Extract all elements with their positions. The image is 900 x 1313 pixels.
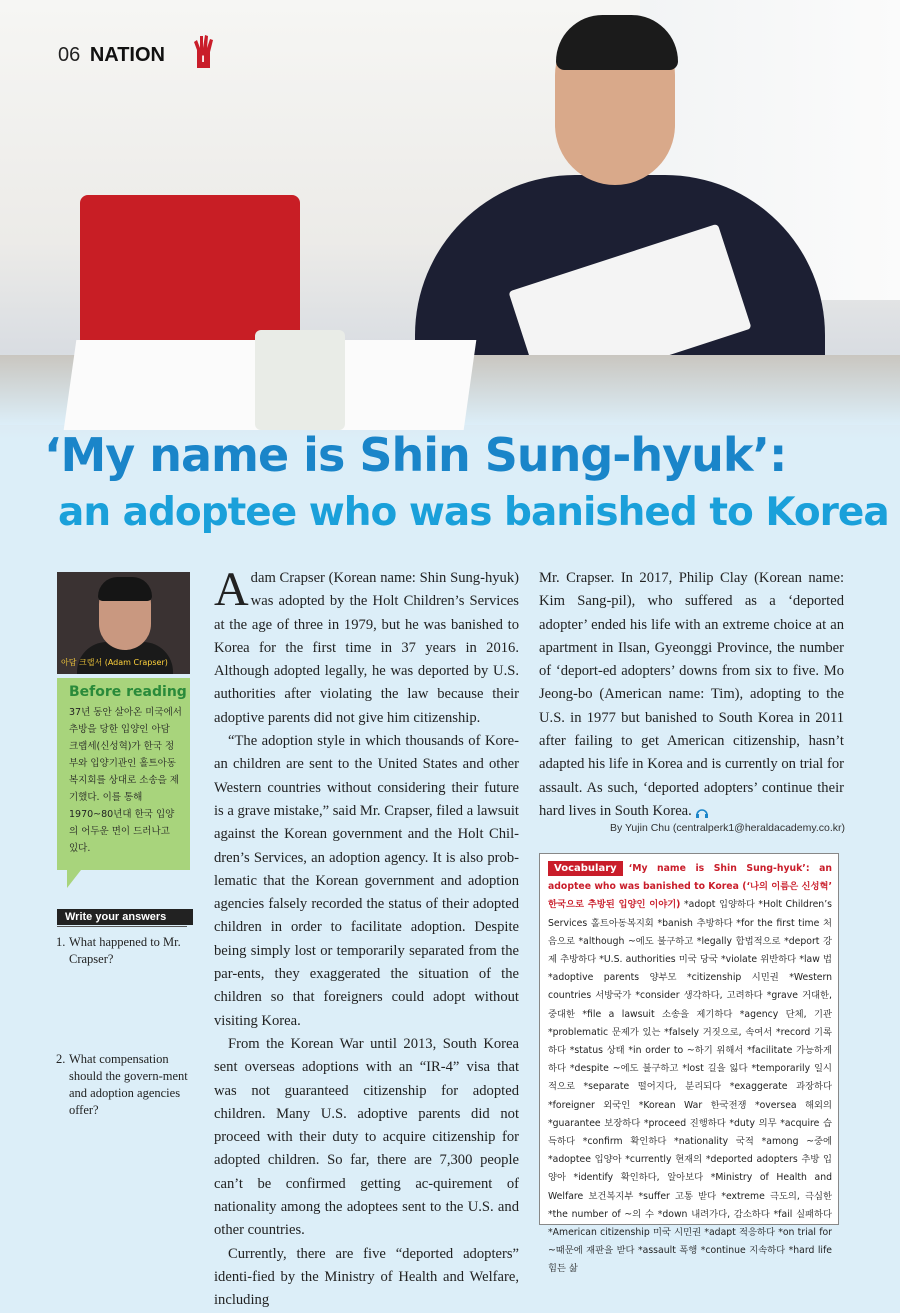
vocabulary-entries: *adopt 입양하다 *Holt Children’s Services 홀트아동복지회 *banish 추방하다 *for the first time 처음으로 *although ~에도 불구하고 *legally 합법적으로 *deport 강제 추방하다 *U.S. authorities 미국 당국 *violate 위반하다 *law 법 *adoptive parents 양부모 *citizenship 시민권 *Western countries 서방국가 *consider 생각하다, 고려하다 *grave 거대한, 중대한 *file a lawsuit 소송을 제기하다 *agency 단체, 기관 *problematic 문제가 있는 *falsely 거짓으로, 속여서 *record 기록하다 *status 상태 *in order to ~하기 위해서 *facilitate 가능하게 하다 *despite ~에도 불구하고 *lost 길을 잃다 *temporarily 일시적으로 *separate 떨어지다, 분리되다 *exaggerate 과장하다 *foreigner 외국인 *Korean War 한국전쟁 *oversea 해외의 *guarantee 보장하다 *proceed 진행하다 *duty 의무 *acquire 습득하다 *confirm 확인하다 *nationality 국적 *among ~중에 *adoptee 입양아 *currently 현재의 *deported adopters 추방 입양아 *identify 확인하다, 알아보다 *Ministry of Health and Welfare 보건복지부 *suffer 고통 받다 *extreme 극도의, 극심한 *the number of ~의 수 *down 내려가다, 감소하다 *fail 실패하다 *American citizenship 미국 시민권 *adapt 적응하다 *on trial for ~때문에 재판을 받다 *assault 폭행 *continue 지속하다 *hard life 힘든 삶	[548, 899, 832, 1275]
article-paragraph: “The adoption style in which thousands of Kore-an children are sent to the United States and other Western countries without considering their future is a grave mistake,” said Mr. Crapser, filed a lawsuit against the Korean government and the Holt Chil-dren’s Services, an adoption agency. It is also prob-lematic that the Korean government and adoption agencies falsely recorded the status of their adopted children in order to facilitate adoption. Despite being simply lost or temporarily separated from the par-ents, they exaggerated the situation of the children so that foreigners could adopt without visiting Korea.	[214, 733, 519, 1029]
before-reading-panel	[57, 678, 190, 870]
title-line-1: ‘My name is Shin Sung-hyuk’:	[44, 428, 787, 482]
page-number: 06	[58, 44, 81, 66]
byline: By Yujin Chu (centralperk1@heraldacademy.co.kr)	[610, 822, 845, 834]
mug	[255, 330, 345, 430]
title-line-2: an adoptee who was banished to Korea	[58, 490, 889, 535]
vocabulary-box	[539, 853, 839, 1275]
article-paragraph: From the Korean War until 2013, South Korea sent overseas adoptions with an “IR-4” visa that was not guaranteed citizenship for adopted children. Many U.S. adoptive parents did not proceed with their duty to acquire citizenship for adopted children. So far, there are 7,300 people can’t be confirmed getting ac-quirement of nationality among the adoptees sent to the U.S. and other countries.	[214, 1035, 519, 1239]
svg-text:I: I	[201, 55, 205, 65]
thumbnail-caption: 아담 크랩서 (Adam Crapser)	[61, 658, 168, 667]
before-reading-heading: Before reading	[69, 684, 187, 700]
divider	[57, 926, 187, 927]
vocabulary-tag: Vocabulary	[548, 861, 623, 876]
level-badge-icon	[180, 28, 226, 74]
drop-cap: A	[214, 563, 249, 616]
vocabulary-title: ‘My name is Shin Sung-hyuk’: an adoptee who was banished to Korea (‘나의 이름은 신성혁’ 한국으로 추방된 입양인 이야기)	[548, 863, 832, 911]
article-paragraph: Adam Crapser (Korean name: Shin Sung-hyuk) was adopted by the Holt Children’s Services at the age of three in 1979, but he was banished to Korea for the first time in 37 years in 2016. Although adopted legally, he was deported by U.S. authorities after violating the law because their adoptive parents did not give him citizenship.	[214, 563, 519, 726]
section-name: NATION	[89, 44, 165, 66]
article-paragraph: Mr. Crapser. In 2017, Philip Clay (Korean name: Kim Sang-pil), who suffered as a ‘deported adopter’ ended his life with an extreme choice at an apartment in Ilsan, Gyeonggi Province, the number of ‘deport-ed adopters’ downs from six to five. Mo Jeong-bo (American name: Tim), adopting to the U.S. in 1977 but banished to South Korea in 2011 after failing to get American citizenship, hasn’t adapted his life in Korea and is currently on trial for assault. As such, ‘deported adopters’ continue their hard lives in South Korea.	[539, 570, 844, 819]
article-column-1	[214, 563, 519, 1313]
question-2: 2. What compensation should the govern-ment and adoption agencies offer?	[56, 1052, 188, 1117]
headphone-icon[interactable]	[695, 806, 709, 818]
article-column-2	[539, 567, 844, 823]
write-answers-heading: Write your answers	[57, 909, 193, 925]
question-1: 1. What happened to Mr. Crapser?	[56, 935, 181, 966]
before-reading-text: 37년 동안 살아온 미국에서 추방을 당한 입양인 아담 크랩세(신성혁)가 한국 정부와 입양기관인 홀트아동복지회를 상대로 소송을 제기했다. 이를 통해 1970~80년대 한국 입양의 어두운 면이 드러나고 있다.	[69, 707, 182, 854]
page-header	[58, 44, 165, 67]
thumbnail-image	[57, 572, 190, 674]
article-paragraph: Currently, there are five “deported adopters” identi-fied by the Ministry of Health and Welfare, including	[214, 1245, 519, 1309]
